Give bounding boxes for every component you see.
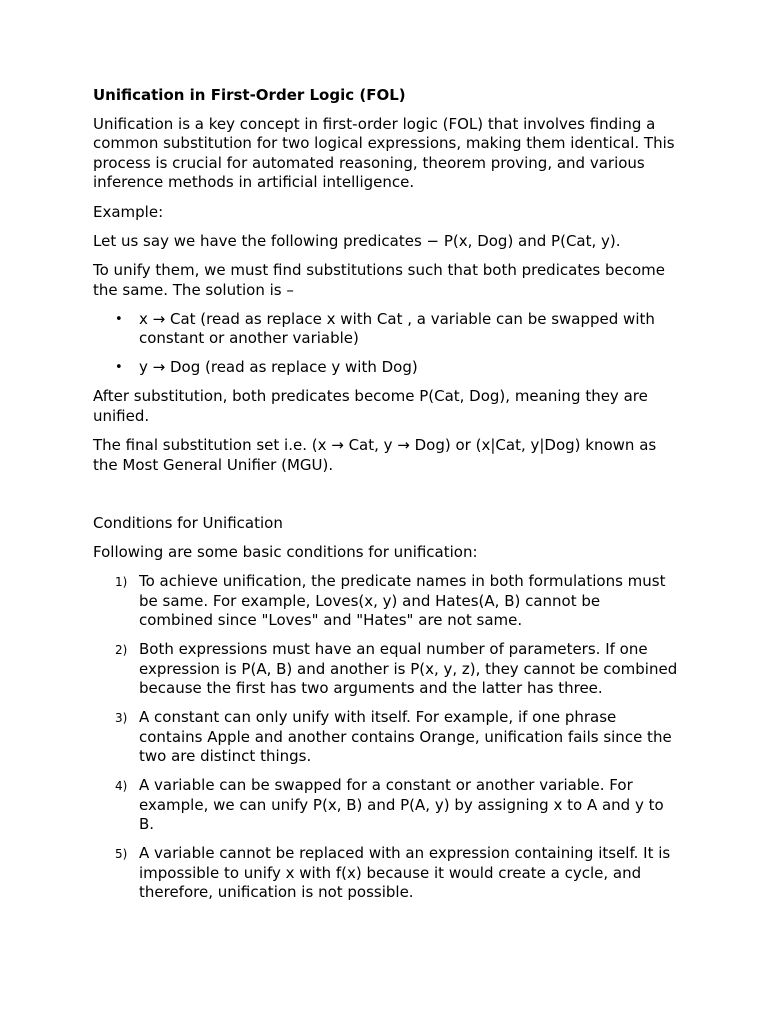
- bullet-icon: •: [115, 360, 123, 376]
- unify-intro: To unify them, we must find substitutions such that both predicates become the same. The solution is –: [93, 260, 666, 299]
- list-number: 3): [115, 711, 128, 726]
- substitution-list: [93, 310, 678, 378]
- list-item: [93, 640, 678, 699]
- list-item-text: A constant can only unify with itself. For example, if one phrase contains Apple and another contains Orange, unification fails since the two are distinct things.: [139, 708, 672, 766]
- list-item: [93, 572, 678, 631]
- list-number: 4): [115, 779, 128, 794]
- bullet-icon: •: [115, 311, 123, 327]
- list-item-text: y → Dog (read as replace y with Dog): [139, 358, 418, 377]
- conditions-heading: Conditions for Unification: [93, 513, 283, 532]
- example-predicates: Let us say we have the following predicates − P(x, Dog) and P(Cat, y).: [93, 231, 621, 250]
- list-item: [93, 776, 678, 835]
- document-title: Unification in First-Order Logic (FOL): [93, 86, 406, 104]
- list-item-text: Both expressions must have an equal number of parameters. If one expression is P(A, B) and another is P(x, y, z), they cannot be combined because the first has two arguments and the latter has three.: [139, 640, 678, 698]
- list-number: 2): [115, 643, 128, 658]
- final-substitution-set: The final substitution set i.e. (x → Cat, y → Dog) or (x|Cat, y|Dog) known as the Most General Unifier (MGU).: [93, 436, 657, 474]
- conditions-list: [93, 572, 678, 903]
- list-item: [93, 358, 678, 378]
- section-spacer: [93, 485, 678, 514]
- list-item: [93, 310, 678, 349]
- list-item: [93, 708, 678, 767]
- list-number: 5): [115, 847, 128, 862]
- list-item-text: A variable can be swapped for a constant or another variable. For example, we can unify P(x, B) and P(A, y) by assigning x to A and y to B.: [139, 776, 664, 834]
- list-number: 1): [115, 575, 128, 590]
- intro-paragraph: Unification is a key concept in first-order logic (FOL) that involves finding a common substitution for two logical expressions, making them identical. This process is crucial for automated reasoning, theorem proving, and various inference methods in artificial intelligence.: [93, 114, 675, 192]
- list-item: [93, 844, 678, 903]
- after-substitution: After substitution, both predicates become P(Cat, Dog), meaning they are unified.: [93, 387, 648, 425]
- example-label: Example:: [93, 202, 164, 221]
- list-item-text: x → Cat (read as replace x with Cat , a variable can be swapped with constant or another variable): [139, 309, 655, 348]
- list-item-text: A variable cannot be replaced with an expression containing itself. It is impossible to unify x with f(x) because it would create a cycle, and therefore, unification is not possible.: [139, 844, 671, 902]
- conditions-intro: Following are some basic conditions for unification:: [93, 543, 478, 562]
- list-item-text: To achieve unification, the predicate names in both formulations must be same. For example, Loves(x, y) and Hates(A, B) cannot be combined since "Loves" and "Hates" are not same.: [139, 572, 666, 630]
